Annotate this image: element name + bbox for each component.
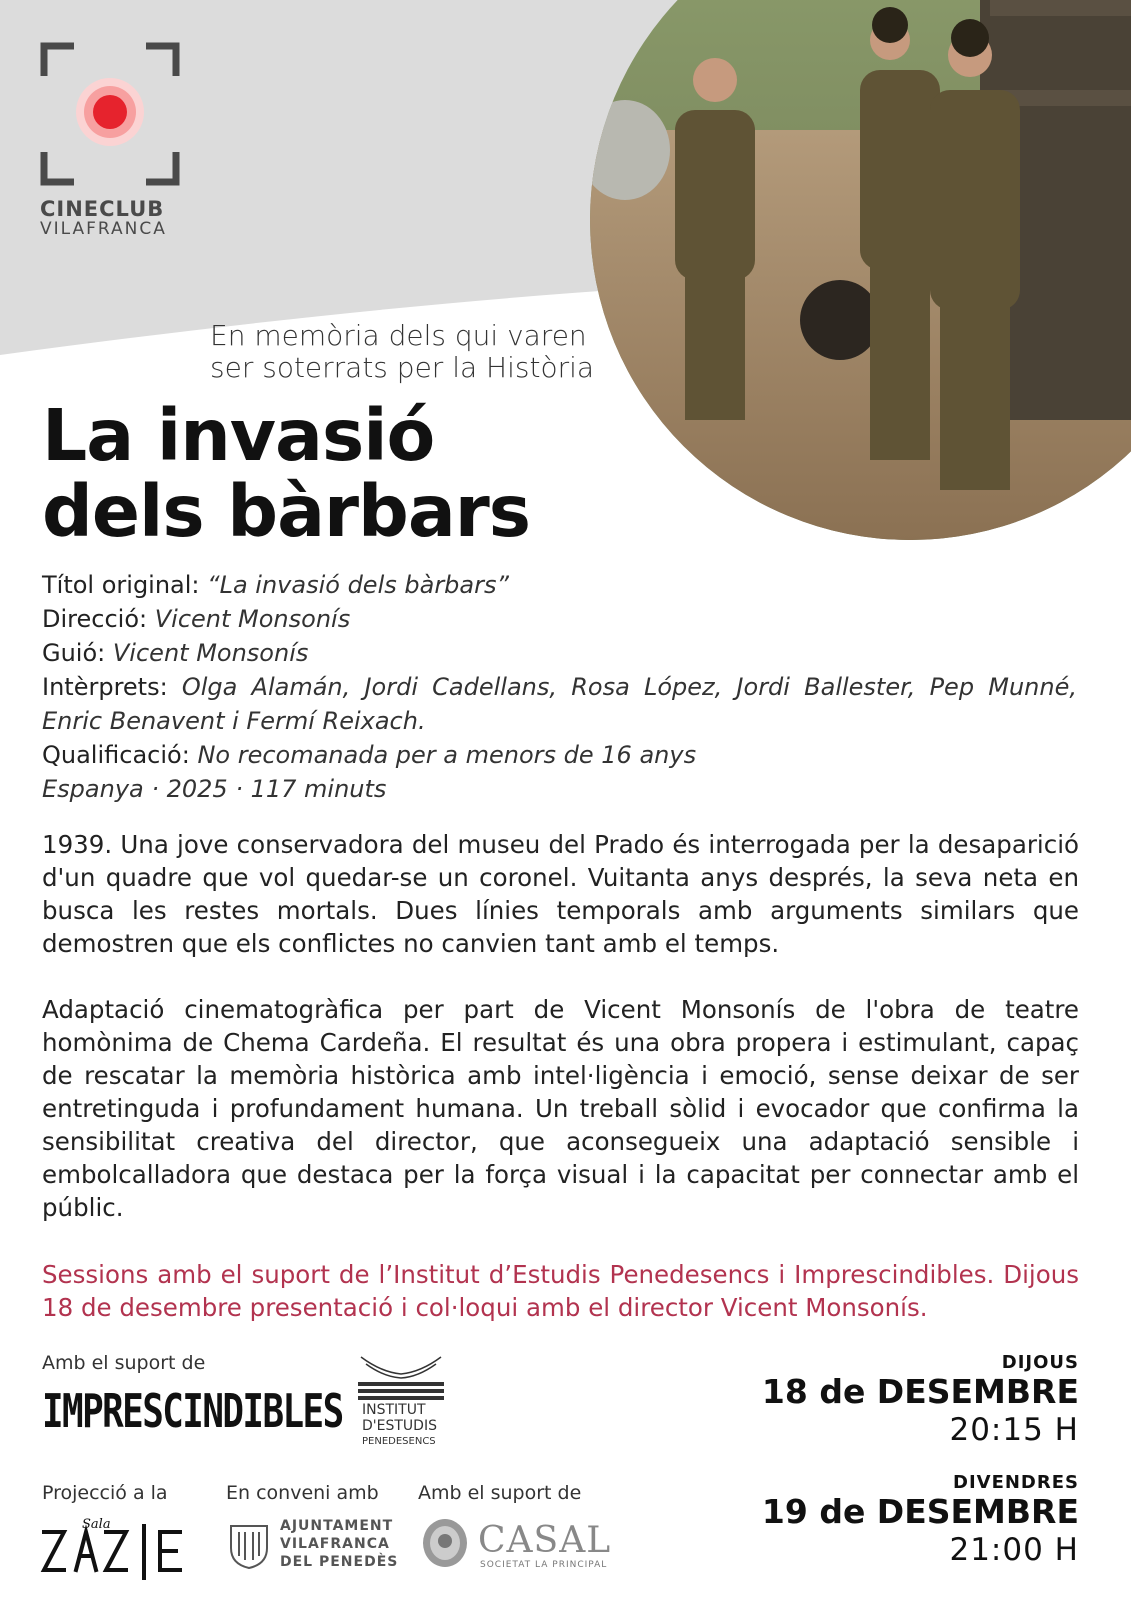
ajuntament-shield-icon bbox=[225, 1520, 273, 1570]
session-2-day: DIVENDRES bbox=[953, 1472, 1079, 1493]
iep-line2: D'ESTUDIS bbox=[362, 1418, 437, 1434]
direction-label: Direcció: bbox=[42, 605, 148, 633]
casal-emblem-icon bbox=[418, 1513, 472, 1571]
iep-logo-text bbox=[362, 1402, 437, 1450]
rating-value: No recomanada per a menors de 16 anys bbox=[197, 741, 697, 769]
agreement-label: En conveni amb bbox=[226, 1482, 379, 1504]
ajuntament-line3: DEL PENEDÈS bbox=[280, 1554, 399, 1570]
session-2 bbox=[762, 1472, 1079, 1569]
direction-value: Vicent Monsonís bbox=[154, 605, 351, 633]
tagline: En memòria dels qui varen ser soterrats per la Història bbox=[210, 319, 595, 384]
iep-line1: INSTITUT bbox=[362, 1402, 426, 1418]
sessions-note: Sessions amb el suport de l’Institut d’Estudis Penedesencs i Imprescindibles. Dijous 18 de desembre presentació i col·loqui amb el director Vicent Monsonís. bbox=[42, 1260, 1079, 1322]
film-still-photo bbox=[580, 0, 1131, 540]
original-title-value: “La invasió dels bàrbars” bbox=[207, 571, 509, 599]
original-title-label: Títol original: bbox=[42, 571, 200, 599]
film-title bbox=[42, 394, 531, 553]
support-label-2: Amb el suport de bbox=[418, 1482, 582, 1504]
svg-text:Sala: Sala bbox=[82, 1517, 111, 1532]
film-info: Espanya · 2025 · 117 minuts bbox=[42, 775, 387, 803]
cast-value: Olga Alamán, Jordi Cadellans, Rosa López, Jordi Ballester, Pep Munné, Enric Benavent i Fermí Reixach. bbox=[42, 673, 1077, 735]
synopsis-paragraph-2: Adaptació cinematogràfica per part de Vicent Monsonís de l'obra de teatre homònima de Chema Cardeña. El resultat és una obra propera i estimulant, capaç de rescatar la memòria històrica amb intel·ligència i emoció, sense deixar de ser entretinguda i profundament humana. Un treball sòlid i evocador que confirma la sensibilitat creativa del director, que aconsegueix una adaptació sensible i embolcalladora que destaca per la força visual i la capacitat per connectar amb el públic. bbox=[42, 995, 1079, 1222]
script-value: Vicent Monsonís bbox=[112, 639, 309, 667]
film-title-line1: La invasió bbox=[42, 394, 435, 477]
iep-line3: PENEDESENCS bbox=[362, 1436, 436, 1447]
ajuntament-logo-text bbox=[280, 1517, 398, 1571]
session-2-date: 19 de DESEMBRE bbox=[761, 1492, 1079, 1531]
ajuntament-line1: AJUNTAMENT bbox=[280, 1518, 394, 1534]
casal-logo-text: CASAL bbox=[478, 1520, 612, 1561]
film-credits bbox=[42, 568, 1077, 806]
logo-name-line1: CINECLUB bbox=[40, 197, 165, 221]
projection-label: Projecció a la bbox=[42, 1482, 168, 1504]
synopsis-paragraph-1: 1939. Una jove conservadora del museu del Prado és interrogada per la desaparició d'un quadre que vol quedar-se un coronel. Vuitanta anys després, la seva neta en busca les restes mortals. Dues línies temporals amb arguments similars que demostren que els conflictes no canvien tant amb el temps. bbox=[42, 830, 1079, 958]
session-1-date: 18 de DESEMBRE bbox=[761, 1372, 1079, 1411]
script-label: Guió: bbox=[42, 639, 106, 667]
rating-label: Qualificació: bbox=[42, 741, 190, 769]
synopsis bbox=[42, 828, 1079, 1257]
imprescindibles-logo: IMPRESCINDIBLES bbox=[42, 1384, 343, 1438]
session-2-time: 21:00 H bbox=[949, 1532, 1079, 1568]
ajuntament-line2: VILAFRANCA bbox=[280, 1536, 390, 1552]
support-label: Amb el suport de bbox=[42, 1352, 206, 1374]
session-1 bbox=[762, 1352, 1079, 1449]
cast-label: Intèrprets: bbox=[42, 673, 168, 701]
sala-zazie-logo bbox=[40, 1512, 200, 1582]
logo-name-line2: VILAFRANCA bbox=[40, 219, 167, 239]
session-1-day: DIJOUS bbox=[1001, 1352, 1079, 1373]
film-title-line2: dels bàrbars bbox=[42, 470, 531, 553]
casal-subtitle: SOCIETAT LA PRINCIPAL bbox=[480, 1560, 608, 1570]
session-1-time: 20:15 H bbox=[949, 1412, 1079, 1448]
